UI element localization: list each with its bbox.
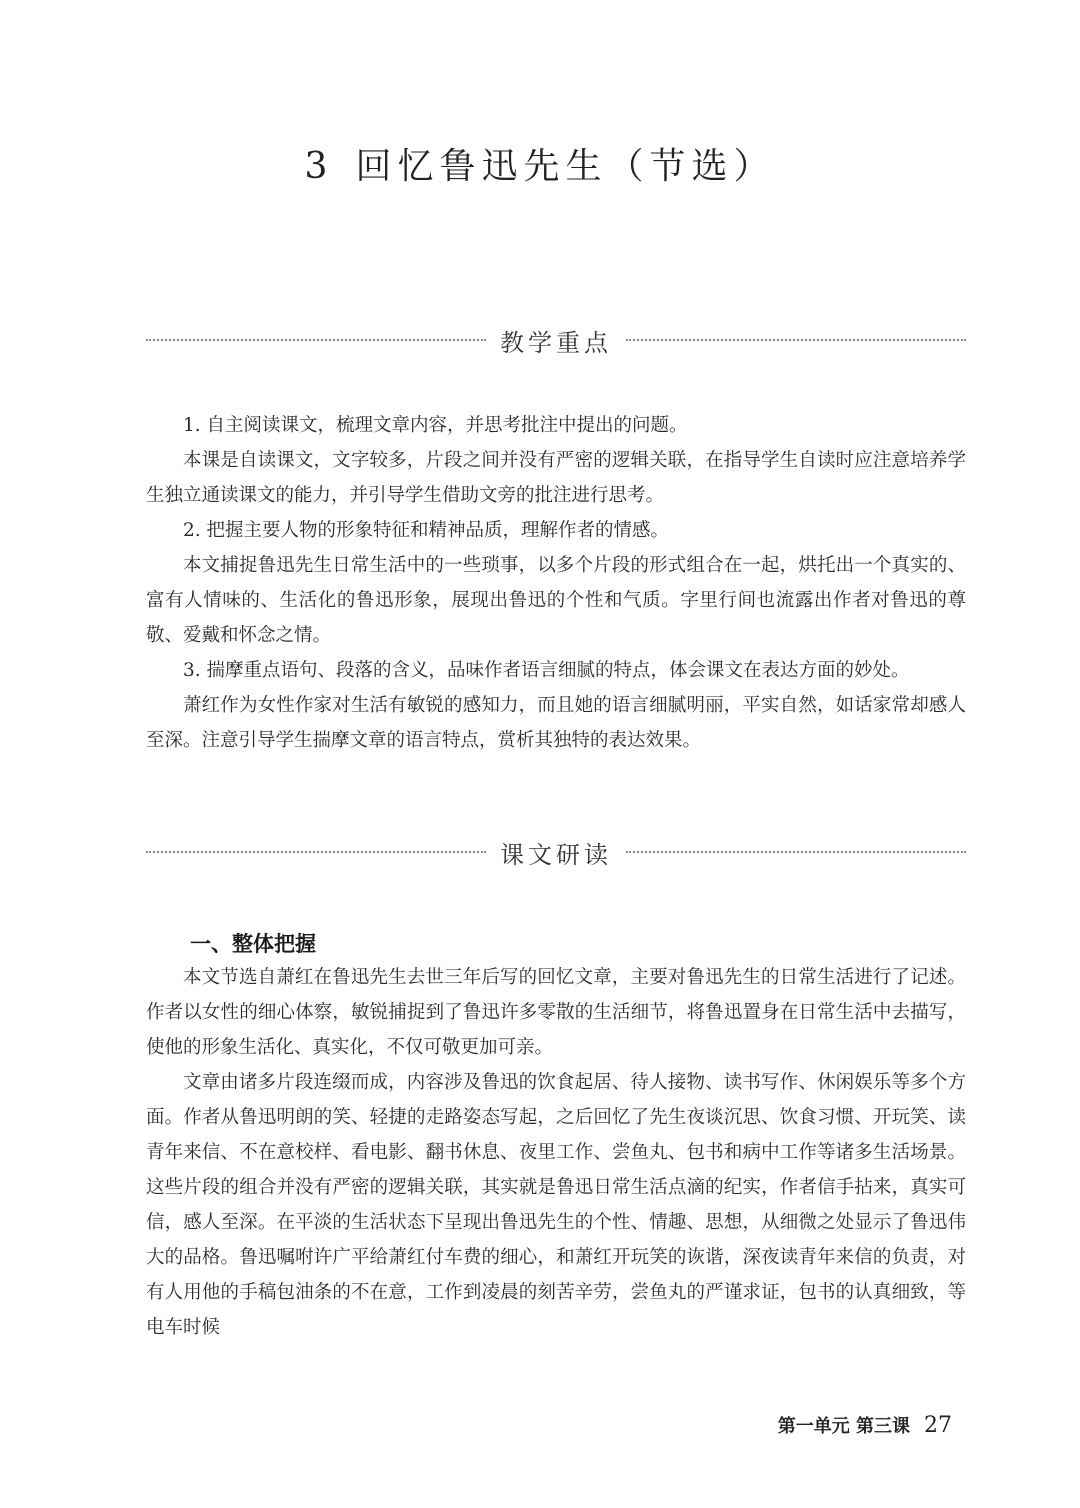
paragraph: 萧红作为女性作家对生活有敏锐的感知力，而且她的语言细腻明丽，平实自然，如话家常却感人至深。注意引导学生揣摩文章的语言特点，赏析其独特的表达效果。 <box>146 695 966 751</box>
paragraph: 本文捕捉鲁迅先生日常生活中的一些琐事，以多个片段的形式组合在一起，烘托出一个真实的、富有人情味的、生活化的鲁迅形象，展现出鲁迅的个性和气质。字里行间也流露出作者对鲁迅的尊敬、爱戴和怀念之情。 <box>146 555 966 646</box>
divider-right <box>626 339 966 341</box>
divider-left <box>146 339 486 341</box>
divider-left <box>146 851 486 853</box>
lesson-title <box>0 138 1080 189</box>
divider-right <box>626 851 966 853</box>
unit-lesson-label: 第一单元 第三课 <box>777 1416 910 1437</box>
lesson-number: 3 <box>304 146 334 187</box>
paragraph: 1. 自主阅读课文，梳理文章内容，并思考批注中提出的问题。 <box>183 415 688 436</box>
lesson-title-text: 回忆鲁迅先生（节选） <box>355 146 776 187</box>
paragraph: 3. 揣摩重点语句、段落的含义，品味作者语言细腻的特点，体会课文在表达方面的妙处。 <box>183 660 910 681</box>
section-label: 课文研读 <box>500 840 612 869</box>
paragraph: 文章由诸多片段连缀而成，内容涉及鲁迅的饮食起居、待人接物、读书写作、休闲娱乐等多个方面。作者从鲁迅明朗的笑、轻捷的走路姿态写起，之后回忆了先生夜谈沉思、饮食习惯、开玩笑、读青年来信、不在意校样、看电影、翻书休息、夜里工作、尝鱼丸、包书和病中工作等诸多生活场景。这些片段的组合并没有严密的逻辑关联，其实就是鲁迅日常生活点滴的纪实，作者信手拈来，真实可信，感人至深。在平淡的生活状态下呈现出鲁迅先生的个性、情趣、思想，从细微之处显示了鲁迅伟大的品格。鲁迅嘱咐许广平给萧红付车费的细心，和萧红开玩笑的诙谐，深夜读青年来信的负责，对有人用他的手稿包油条的不在意，工作到凌晨的刻苦辛劳，尝鱼丸的严谨求证，包书的认真细致，等电车时候 <box>146 1072 966 1338</box>
teaching-focus-content <box>146 408 966 758</box>
page-number: 27 <box>924 1413 952 1438</box>
subheading-overall-grasp: 一、整体把握 <box>190 932 316 956</box>
text-study-content <box>146 960 966 1345</box>
section-header-teaching-focus <box>146 320 966 360</box>
section-label: 教学重点 <box>500 328 612 357</box>
paragraph: 本文节选自萧红在鲁迅先生去世三年后写的回忆文章，主要对鲁迅先生的日常生活进行了记述。作者以女性的细心体察，敏锐捕捉到了鲁迅许多零散的生活细节，将鲁迅置身在日常生活中去描写，使他的形象生活化、真实化，不仅可敬更加可亲。 <box>146 967 966 1058</box>
paragraph: 2. 把握主要人物的形象特征和精神品质，理解作者的情感。 <box>183 520 670 541</box>
page-footer <box>778 1412 952 1438</box>
paragraph: 本课是自读课文，文字较多，片段之间并没有严密的逻辑关联，在指导学生自读时应注意培养学生独立通读课文的能力，并引导学生借助文旁的批注进行思考。 <box>146 450 966 506</box>
section-header-text-study <box>146 832 966 872</box>
